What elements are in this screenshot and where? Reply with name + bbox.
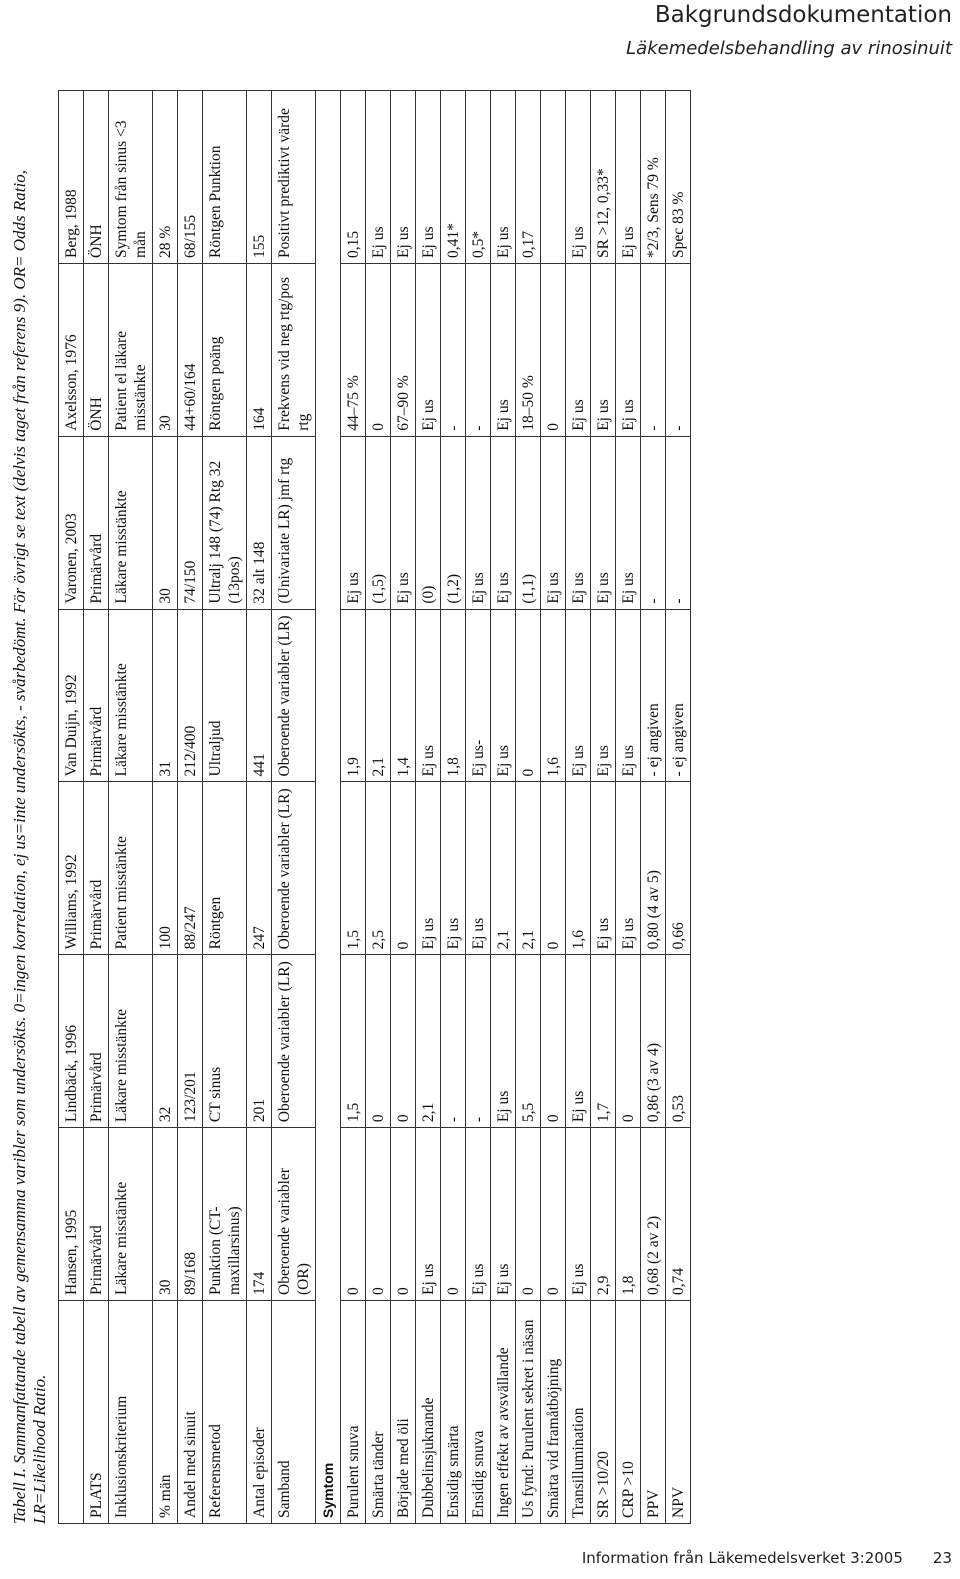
table-cell: 31 — [153, 609, 178, 782]
table-row — [566, 91, 591, 1524]
table-cell: 0 — [541, 1128, 566, 1301]
row-label: Antal episoder — [247, 1301, 272, 1524]
table-cell: - — [466, 955, 491, 1128]
table-cell: Ej us — [416, 263, 441, 436]
table-cell: Ej us — [491, 91, 516, 264]
table-caption: Tabell I. Sammanfattande tabell av gemensamma varibler som undersökts. 0=ingen korrelation, ej us=inte undersökts, - svårbedömt. För övrigt se text (delvis taget från referens 9). OR= Odds Ratio, LR=Likelihood Ratio. — [10, 170, 49, 1524]
table-row — [84, 91, 109, 1524]
table-cell: Ej us — [466, 436, 491, 609]
table-cell: 0 — [366, 955, 391, 1128]
row-label: NPV — [666, 1301, 691, 1524]
table-cell: 0,74 — [666, 1128, 691, 1301]
table-cell: 0,66 — [666, 782, 691, 955]
table-cell: Positivt prediktivt värde — [272, 91, 316, 264]
table-row — [109, 91, 153, 1524]
row-label: Referensmetod — [203, 1301, 247, 1524]
table-cell: 100 — [153, 782, 178, 955]
table-cell: 0,80 (4 av 5) — [641, 782, 666, 955]
table-cell: SR >12, 0,33* — [591, 91, 616, 264]
table-cell: Ej us — [616, 782, 641, 955]
table-cell: Röntgen poäng — [203, 263, 247, 436]
table-cell: 155 — [247, 91, 272, 264]
table-cell: - — [641, 436, 666, 609]
table-cell: 89/168 — [178, 1128, 203, 1301]
table-cell: Varonen, 2003 — [59, 436, 84, 609]
row-label: Smärta tänder — [366, 1301, 391, 1524]
table-cell: Ej us — [566, 91, 591, 264]
table-cell: CT sinus — [203, 955, 247, 1128]
table-row — [178, 91, 203, 1524]
table-cell — [541, 91, 566, 264]
row-label: Ingen effekt av avsvällande — [491, 1301, 516, 1524]
table-row — [153, 91, 178, 1524]
section-row — [316, 91, 341, 1524]
table-cell: Ej us — [416, 782, 441, 955]
row-label: Ensidig snuva — [466, 1301, 491, 1524]
table-cell: Punktion (CT-maxillarsinus) — [203, 1128, 247, 1301]
table-cell: Oberoende variabler (LR) — [272, 782, 316, 955]
table-cell: Ej us — [566, 1128, 591, 1301]
table-cell: - — [441, 955, 466, 1128]
table-cell: 1,8 — [441, 609, 466, 782]
table-cell: ÖNH — [84, 263, 109, 436]
row-label: Började med öli — [391, 1301, 416, 1524]
table-cell: 1,9 — [341, 609, 366, 782]
table-cell: Williams, 1992 — [59, 782, 84, 955]
header-row — [59, 91, 84, 1524]
table-row — [366, 91, 391, 1524]
table-cell: 0 — [541, 955, 566, 1128]
table-cell: Läkare misstänkte — [109, 609, 153, 782]
table-cell: 0 — [366, 1128, 391, 1301]
table-cell: (Univariate LR) jmf rtg — [272, 436, 316, 609]
table-cell: (0) — [416, 436, 441, 609]
table-cell: Van Duijn, 1992 — [59, 609, 84, 782]
table-cell: 0,86 (3 av 4) — [641, 955, 666, 1128]
table-row — [203, 91, 247, 1524]
table-cell: Ej us — [391, 436, 416, 609]
table-cell: Ej us — [341, 436, 366, 609]
table-cell: (1,1) — [516, 436, 541, 609]
table-cell: - ej angiven — [666, 609, 691, 782]
table-cell: Oberoende variabler (OR) — [272, 1128, 316, 1301]
table-cell: Oberoende variabler (LR) — [272, 609, 316, 782]
table-row — [641, 91, 666, 1524]
table-cell: Ej us- — [466, 609, 491, 782]
table-cell: Patient el läkare misstänkte — [109, 263, 153, 436]
table-cell: 1,8 — [616, 1128, 641, 1301]
table-cell: 0 — [516, 609, 541, 782]
table-cell: 30 — [153, 436, 178, 609]
table-cell: Spec 83 % — [666, 91, 691, 264]
table-cell: Ej us — [466, 1128, 491, 1301]
table-cell: 1,4 — [391, 609, 416, 782]
table-cell: 44–75 % — [341, 263, 366, 436]
table-cell — [316, 782, 341, 955]
table-cell: 1,6 — [566, 782, 591, 955]
table-cell: Berg, 1988 — [59, 91, 84, 264]
row-label: SR >10/20 — [591, 1301, 616, 1524]
table-cell: 0,17 — [516, 91, 541, 264]
table-cell: 2,5 — [366, 782, 391, 955]
table-cell: Primärvård — [84, 436, 109, 609]
row-label — [59, 1301, 84, 1524]
table-cell: - — [441, 263, 466, 436]
footer-text: Information från Läkemedelsverket 3:2005 — [581, 1549, 903, 1567]
table-cell: Primärvård — [84, 1128, 109, 1301]
table-cell: - — [666, 263, 691, 436]
summary-table — [58, 90, 691, 1524]
table-cell: 0 — [616, 955, 641, 1128]
table-cell: Lindbäck, 1996 — [59, 955, 84, 1128]
row-label: Purulent snuva — [341, 1301, 366, 1524]
table-cell: Ej us — [541, 436, 566, 609]
table-cell — [316, 436, 341, 609]
table-cell: 1,5 — [341, 782, 366, 955]
table-cell: Hansen, 1995 — [59, 1128, 84, 1301]
table-row — [341, 91, 366, 1524]
table-cell: 0 — [366, 263, 391, 436]
table-cell: Ej us — [616, 91, 641, 264]
row-label: Andel med sinuit — [178, 1301, 203, 1524]
table-cell: Ej us — [616, 609, 641, 782]
table-row — [666, 91, 691, 1524]
table-cell: 0 — [391, 782, 416, 955]
table-cell: - — [641, 263, 666, 436]
table-cell: Ej us — [441, 782, 466, 955]
table-cell: Ej us — [491, 436, 516, 609]
table-cell: Primärvård — [84, 609, 109, 782]
row-label: CRP >10 — [616, 1301, 641, 1524]
table-cell: (1,5) — [366, 436, 391, 609]
table-cell: 0 — [516, 1128, 541, 1301]
header-subtitle: Läkemedelsbehandling av rinosinuit — [626, 38, 952, 59]
table-cell: Röntgen — [203, 782, 247, 955]
table-cell: Ej us — [416, 1128, 441, 1301]
table-cell: 32 — [153, 955, 178, 1128]
table-row — [616, 91, 641, 1524]
header-title: Bakgrundsdokumentation — [654, 2, 952, 28]
table-cell: 441 — [247, 609, 272, 782]
table-cell: 0,41* — [441, 91, 466, 264]
table-cell: Ej us — [491, 955, 516, 1128]
row-label: Inklusionskriterium — [109, 1301, 153, 1524]
table-cell: Ej us — [566, 436, 591, 609]
table-cell: Ultraljud — [203, 609, 247, 782]
table-cell: Patient misstänkte — [109, 782, 153, 955]
table-cell: Ej us — [491, 1128, 516, 1301]
row-label: Us fynd: Purulent sekret i näsan — [516, 1301, 541, 1524]
table-cell: Ej us — [591, 609, 616, 782]
table-cell: 123/201 — [178, 955, 203, 1128]
table-row — [247, 91, 272, 1524]
table-row — [416, 91, 441, 1524]
table-cell: 74/150 — [178, 436, 203, 609]
table-cell: 32 alt 148 — [247, 436, 272, 609]
table-cell: 164 — [247, 263, 272, 436]
table-cell: Ej us — [466, 782, 491, 955]
table-cell: 2,9 — [591, 1128, 616, 1301]
table-cell: 67–90 % — [391, 263, 416, 436]
table-cell: 30 — [153, 1128, 178, 1301]
row-label: Transillumination — [566, 1301, 591, 1524]
table-cell: 2,1 — [366, 609, 391, 782]
page-number: 23 — [932, 1549, 952, 1567]
section-label: Symtom — [316, 1301, 341, 1524]
row-label: Samband — [272, 1301, 316, 1524]
table-cell: 0 — [441, 1128, 466, 1301]
table-cell: 0 — [391, 1128, 416, 1301]
table-cell: Primärvård — [84, 955, 109, 1128]
table-cell: Läkare misstänkte — [109, 436, 153, 609]
table-cell: 88/247 — [178, 782, 203, 955]
table-cell: 212/400 — [178, 609, 203, 782]
table-row — [391, 91, 416, 1524]
table-cell: Ej us — [416, 91, 441, 264]
table-cell: Ultralj 148 (74) Rtg 32 (13pos) — [203, 436, 247, 609]
table-cell: Ej us — [566, 609, 591, 782]
table-cell: 30 — [153, 263, 178, 436]
table-cell: Ej us — [391, 91, 416, 264]
table-row — [466, 91, 491, 1524]
table-cell: 247 — [247, 782, 272, 955]
table-cell: ÖNH — [84, 91, 109, 264]
table-cell: 0,68 (2 av 2) — [641, 1128, 666, 1301]
table-cell: Ej us — [566, 263, 591, 436]
table-cell: 28 % — [153, 91, 178, 264]
table-cell: 0 — [541, 263, 566, 436]
table-cell: 1,6 — [541, 609, 566, 782]
table-cell: 174 — [247, 1128, 272, 1301]
table-cell — [316, 263, 341, 436]
table-cell: Frekvens vid neg rtg/pos rtg — [272, 263, 316, 436]
table-cell: 44+60/164 — [178, 263, 203, 436]
table-cell: 0 — [391, 955, 416, 1128]
table-cell: Ej us — [591, 263, 616, 436]
table-cell: 0 — [341, 1128, 366, 1301]
row-label: Dubbelinsjuknande — [416, 1301, 441, 1524]
row-label: Smärta vid framåtböjning — [541, 1301, 566, 1524]
table-cell: 0 — [541, 782, 566, 955]
table-row — [441, 91, 466, 1524]
table-cell: 2,1 — [416, 955, 441, 1128]
table-cell: Oberoende variabler (LR) — [272, 955, 316, 1128]
table-cell: Läkare misstänkte — [109, 1128, 153, 1301]
table-row — [516, 91, 541, 1524]
table-cell: (1,2) — [441, 436, 466, 609]
table-cell: - ej angiven — [641, 609, 666, 782]
table-cell: 201 — [247, 955, 272, 1128]
row-label: PPV — [641, 1301, 666, 1524]
table-cell: 2,1 — [516, 782, 541, 955]
table-cell: 0,15 — [341, 91, 366, 264]
table-cell: Primärvård — [84, 782, 109, 955]
table-cell: Symtom från sinus <3 mån — [109, 91, 153, 264]
table-cell: 1,7 — [591, 955, 616, 1128]
table-row — [591, 91, 616, 1524]
table-cell: Ej us — [616, 263, 641, 436]
table-cell: 18–50 % — [516, 263, 541, 436]
table-cell: Ej us — [566, 955, 591, 1128]
row-label: PLATS — [84, 1301, 109, 1524]
table-cell: Ej us — [591, 436, 616, 609]
table-cell: 5,5 — [516, 955, 541, 1128]
table-cell: 68/155 — [178, 91, 203, 264]
table-cell — [316, 955, 341, 1128]
table-cell: 0,53 — [666, 955, 691, 1128]
table-cell: *2/3, Sens 79 % — [641, 91, 666, 264]
page-footer — [582, 1549, 952, 1567]
rotated-table-page — [10, 90, 890, 1530]
table-cell — [316, 91, 341, 264]
table-cell: Ej us — [416, 609, 441, 782]
table-cell: Axelsson, 1976 — [59, 263, 84, 436]
table-cell: Ej us — [366, 91, 391, 264]
table-cell — [316, 609, 341, 782]
table-cell: Ej us — [591, 782, 616, 955]
table-cell: 0,5* — [466, 91, 491, 264]
table-cell — [316, 1128, 341, 1301]
table-cell: - — [666, 436, 691, 609]
table-cell: Ej us — [491, 609, 516, 782]
row-label: % män — [153, 1301, 178, 1524]
table-row — [272, 91, 316, 1524]
table-cell: - — [466, 263, 491, 436]
table-cell: Läkare misstänkte — [109, 955, 153, 1128]
row-label: Ensidig smärta — [441, 1301, 466, 1524]
table-cell: 1,5 — [341, 955, 366, 1128]
table-cell: 2,1 — [491, 782, 516, 955]
table-row — [491, 91, 516, 1524]
table-cell: Ej us — [491, 263, 516, 436]
table-cell: Röntgen Punktion — [203, 91, 247, 264]
table-cell: Ej us — [616, 436, 641, 609]
table-row — [541, 91, 566, 1524]
